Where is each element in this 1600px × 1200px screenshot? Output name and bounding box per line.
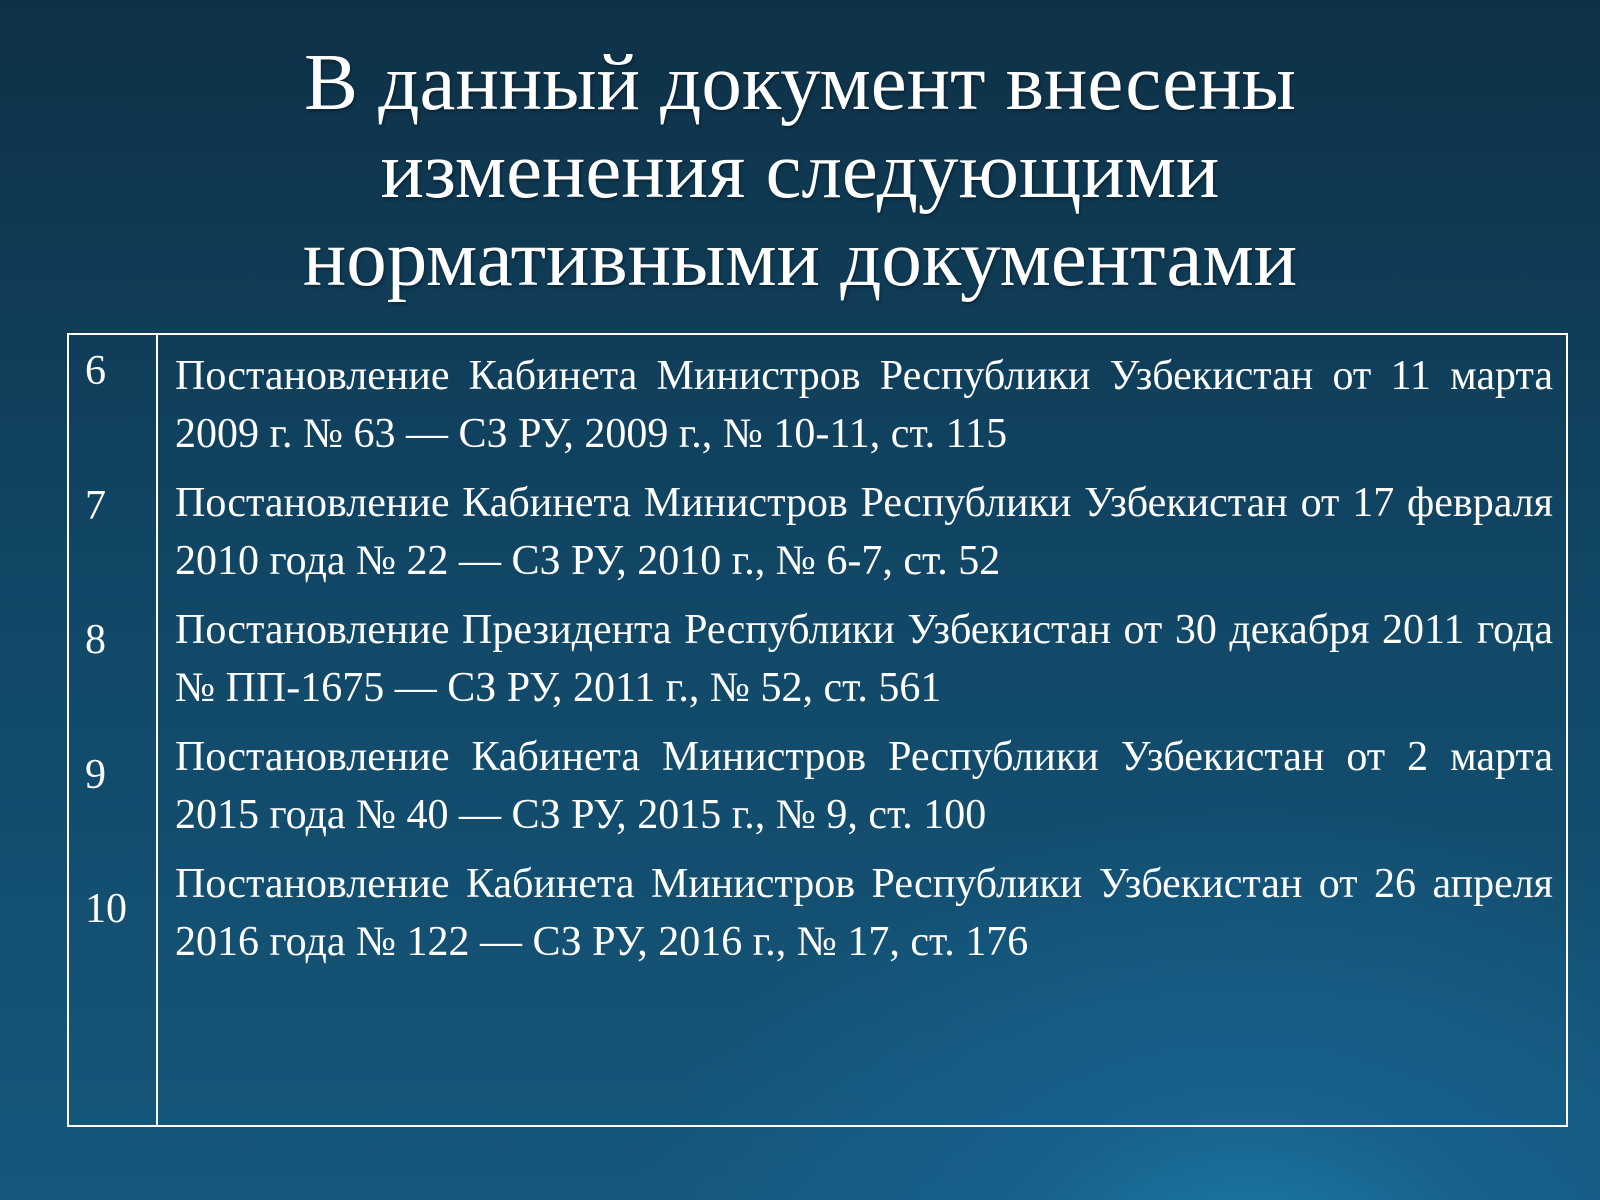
row-document-text: Постановление Кабинета Министров Республики Узбекистан от 2 марта 2015 года № 40 — СЗ РУ, 2015 г., № 9, ст. 100 bbox=[175, 734, 1553, 838]
row-number: 7 bbox=[85, 483, 106, 529]
table-row bbox=[69, 462, 1566, 590]
row-number: 8 bbox=[85, 617, 106, 663]
row-number: 9 bbox=[85, 752, 106, 798]
row-document-text: Постановление Кабинета Министров Республики Узбекистан от 17 февраля 2010 года № 22 — СЗ РУ, 2010 г., № 6-7, ст. 52 bbox=[175, 480, 1553, 584]
table-row bbox=[69, 716, 1566, 844]
table-row bbox=[69, 589, 1566, 717]
title-line-2: изменения следующими bbox=[380, 125, 1220, 215]
row-document-text: Постановление Кабинета Министров Республики Узбекистан от 11 марта 2009 г. № 63 — СЗ РУ, 2009 г., № 10-11, ст. 115 bbox=[175, 353, 1553, 457]
row-number: 6 bbox=[85, 348, 106, 394]
title-line-3: нормативными документами bbox=[302, 213, 1298, 303]
row-document-text: Постановление Президента Республики Узбекистан от 30 декабря 2011 года № ПП-1675 — СЗ РУ, 2011 г., № 52, ст. 561 bbox=[175, 607, 1553, 711]
row-document-text: Постановление Кабинета Министров Республики Узбекистан от 26 апреля 2016 года № 122 — СЗ РУ, 2016 г., № 17, ст. 176 bbox=[175, 861, 1553, 965]
documents-table bbox=[67, 333, 1568, 1127]
slide-title bbox=[0, 38, 1600, 302]
table-row bbox=[69, 335, 1566, 463]
row-number: 10 bbox=[85, 886, 127, 932]
title-line-1: В данный документ внесены bbox=[304, 37, 1296, 127]
table-row bbox=[69, 843, 1566, 971]
